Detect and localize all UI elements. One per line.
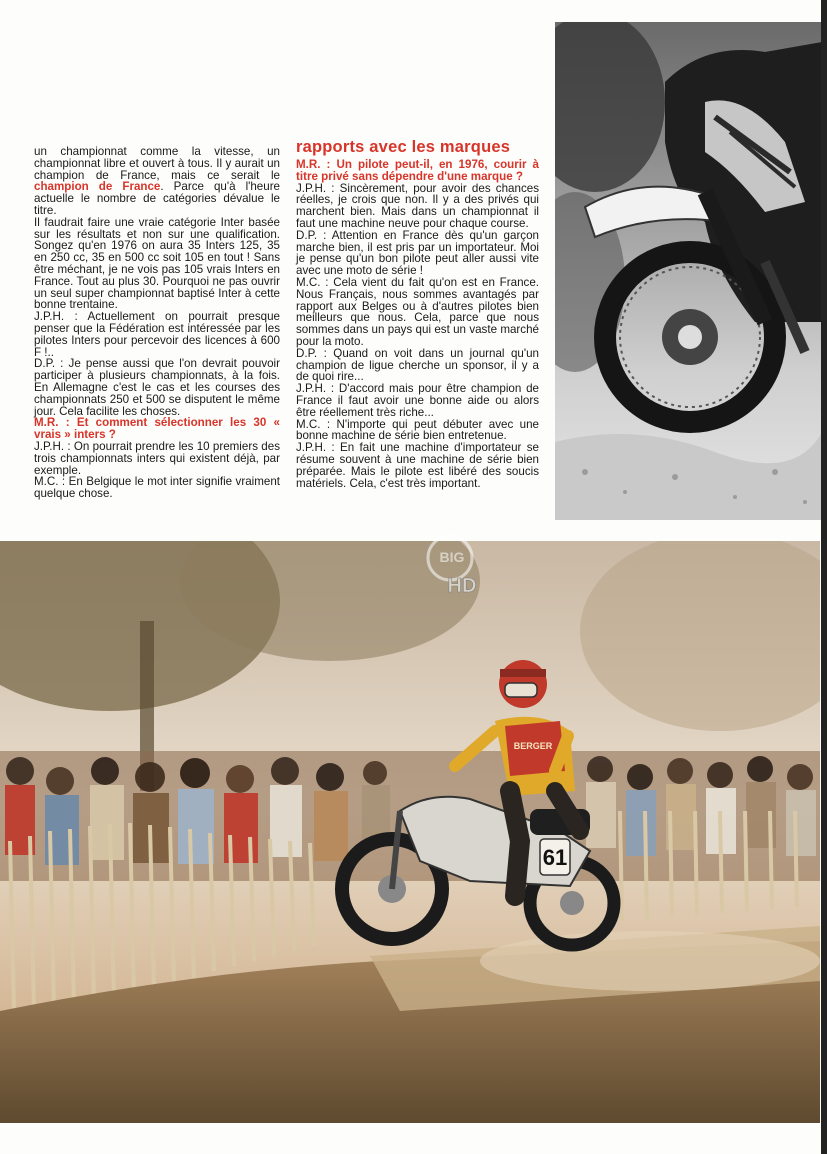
paragraph: J.P.H. : En fait une machine d'importateur se résume souvent à une machine de série bien préparée. Mais le pilote est libéré des soucis matériels. Cela, c'est très important. <box>296 441 539 490</box>
watermark-text-bottom: HD <box>447 575 477 597</box>
watermark-text-top: BIG <box>439 549 465 565</box>
interview-question: M.R. : Un pilote peut-il, en 1976, courir à titre privé sans dépendre d'une marque ? <box>296 158 539 183</box>
paragraph: D.P. : Je pense aussi que l'on devrait pouvoir participer à plusieurs championnats, à la fois. En Allemagne c'est le cas et les courses des championnats 250 et 500 se disputent le même jour. Cela facilite les choses. <box>34 357 280 418</box>
interview-question: M.R. : Et comment sélectionner les 30 « vrais » inters ? <box>34 416 280 442</box>
paragraph: J.P.H. : Actuellement on pourrait presque penser que la Fédération est intéressée par les pilotes Inters pour percevoir des licences à 600 F !.. <box>34 310 280 359</box>
photo-rider-closeup <box>555 22 822 520</box>
paragraph: M.C. : En Belgique le mot inter signifie vraiment quelque chose. <box>34 475 280 501</box>
watermark-logo <box>420 532 490 600</box>
paragraph: Il faudrait faire une vraie catégorie Inter basée sur les résultats et non sur une qualification. Songez qu'en 1976 on aura 35 Inters 125, 35 en 250 cc, 35 en 500 cc soit 105 en tout ! Sans être méchant, je ne vois pas 105 vrais Inters en France. Tout au plus 30. Pourquoi ne pas ouvrir un seul super championnat baptisé Inter à cette bonne trentaine. <box>34 215 280 312</box>
paragraph: D.P. : Quand on voit dans un journal qu'un champion de ligue cherche un sponsor, il y a de quoi rire... <box>296 346 539 384</box>
jersey-sponsor-text: BERGER <box>513 741 553 751</box>
page-edge-shadow <box>821 0 827 1154</box>
photo-rider-crowd <box>0 541 820 1123</box>
paragraph: M.C. : N'importe qui peut débuter avec une bonne machine de série bien entretenue. <box>296 417 539 443</box>
paragraph: M.C. : Cela vient du fait qu'on est en France. Nous Français, nous sommes avantagés par rapport aux Belges ou à d'autres pilotes bien meilleurs que nous. Cela, parce que nous sommes dans un pays qui est un vaste marché pour la moto. <box>296 275 539 348</box>
paragraph: un championnat comme la vitesse, un championnat libre et ouvert à tous. Il y aurait un champion de France, mais ce serait le champion de France. Parce qu'à l'heure actuelle le nombre de catégories dévalue le titre. <box>34 145 281 217</box>
paragraph: J.P.H. : On pourrait prendre les 10 premiers des trois championnats inters qui existent déjà, par exemple. <box>34 439 280 477</box>
section-headline: rapports avec les marques <box>296 138 511 156</box>
article-column-middle <box>296 138 539 489</box>
highlight-text: champion de France <box>34 180 161 194</box>
paragraph: J.P.H. : D'accord mais pour être champion de France il faut avoir une bonne aide ou alors être réellement très riche... <box>296 382 539 419</box>
article-column-left <box>34 146 280 500</box>
number-plate: 61 <box>542 845 568 870</box>
paragraph: J.P.H. : Sincèrement, pour avoir des chances réelles, je crois que non. Il y a des privés qui marchent bien. Mais dans un championnat il faut une machine neuve pour chaque course. <box>296 181 539 230</box>
paragraph: D.P. : Attention en France dès qu'un garçon marche bien, il est pris par un importateur. Moi je pense qu'un bon pilote peut aller aussi vite avec une moto de série ! <box>296 228 539 278</box>
